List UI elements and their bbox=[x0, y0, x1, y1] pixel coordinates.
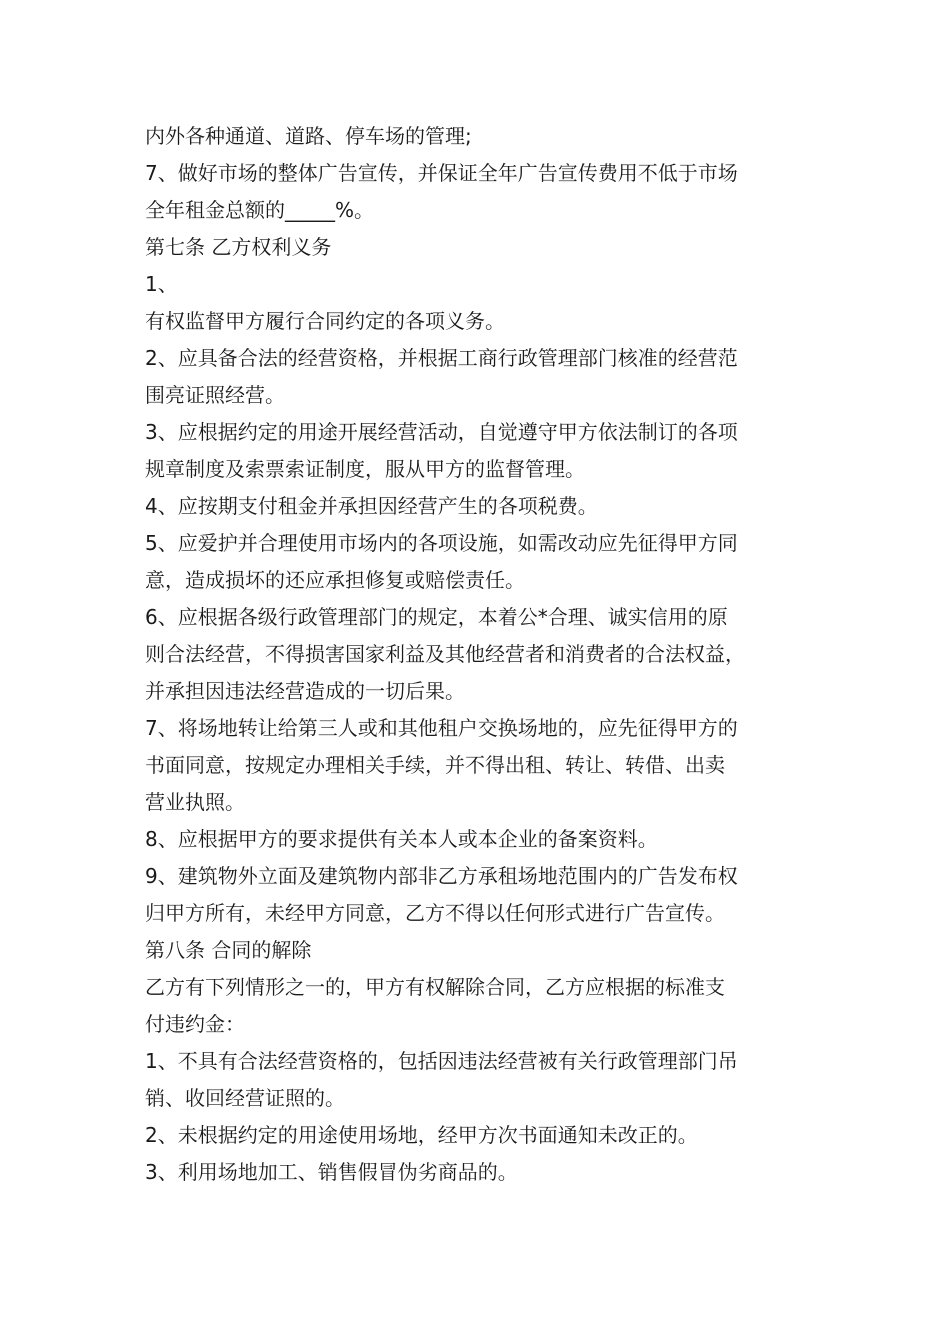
text-line: 3、利用场地加工、销售假冒伪劣商品的。 bbox=[145, 1160, 518, 1184]
text-line: 5、应爱护并合理使用市场内的各项设施，如需改动应先征得甲方同 bbox=[145, 531, 738, 555]
text-line: 8、应根据甲方的要求提供有关本人或本企业的备案资料。 bbox=[145, 827, 658, 851]
text-line: 营业执照。 bbox=[145, 790, 245, 814]
text-line: 内外各种通道、道路、停车场的管理; bbox=[145, 124, 472, 148]
text-line: 乙方有下列情形之一的，甲方有权解除合同，乙方应根据的标准支 bbox=[145, 975, 725, 999]
text-line: 有权监督甲方履行合同约定的各项义务。 bbox=[145, 309, 505, 333]
text-line: 6、应根据各级行政管理部门的规定，本着公*合理、诚实信用的原 bbox=[145, 605, 728, 629]
text-line: 1、不具有合法经营资格的，包括因违法经营被有关行政管理部门吊 bbox=[145, 1049, 738, 1073]
text-line: 2、未根据约定的用途使用场地，经甲方次书面通知未改正的。 bbox=[145, 1123, 698, 1147]
text-line: 归甲方所有，未经甲方同意，乙方不得以任何形式进行广告宣传。 bbox=[145, 901, 725, 925]
text-line: 3、应根据约定的用途开展经营活动，自觉遵守甲方依法制订的各项 bbox=[145, 420, 738, 444]
text-line: 规章制度及索票索证制度，服从甲方的监督管理。 bbox=[145, 457, 585, 481]
text-line: 付违约金： bbox=[145, 1012, 245, 1036]
text-line: 2、应具备合法的经营资格，并根据工商行政管理部门核准的经营范 bbox=[145, 346, 738, 370]
section-heading: 第八条 合同的解除 bbox=[145, 938, 312, 962]
text-line: 书面同意，按规定办理相关手续，并不得出租、转让、转借、出卖 bbox=[145, 753, 725, 777]
text-line: 全年租金总额的_____%。 bbox=[145, 198, 375, 222]
text-line: 9、建筑物外立面及建筑物内部非乙方承租场地范围内的广告发布权 bbox=[145, 864, 738, 888]
text-line: 7、将场地转让给第三人或和其他租户交换场地的，应先征得甲方的 bbox=[145, 716, 738, 740]
document-body bbox=[145, 118, 825, 1191]
text-line: 7、做好市场的整体广告宣传，并保证全年广告宣传费用不低于市场 bbox=[145, 161, 738, 185]
text-line: 4、应按期支付租金并承担因经营产生的各项税费。 bbox=[145, 494, 598, 518]
text-line: 意，造成损坏的还应承担修复或赔偿责任。 bbox=[145, 568, 525, 592]
section-heading: 第七条 乙方权利义务 bbox=[145, 235, 332, 259]
text-line: 并承担因违法经营造成的一切后果。 bbox=[145, 679, 465, 703]
text-line: 围亮证照经营。 bbox=[145, 383, 285, 407]
text-line: 1、 bbox=[145, 272, 178, 296]
text-line: 销、收回经营证照的。 bbox=[145, 1086, 345, 1110]
text-line: 则合法经营，不得损害国家利益及其他经营者和消费者的合法权益， bbox=[145, 642, 745, 666]
